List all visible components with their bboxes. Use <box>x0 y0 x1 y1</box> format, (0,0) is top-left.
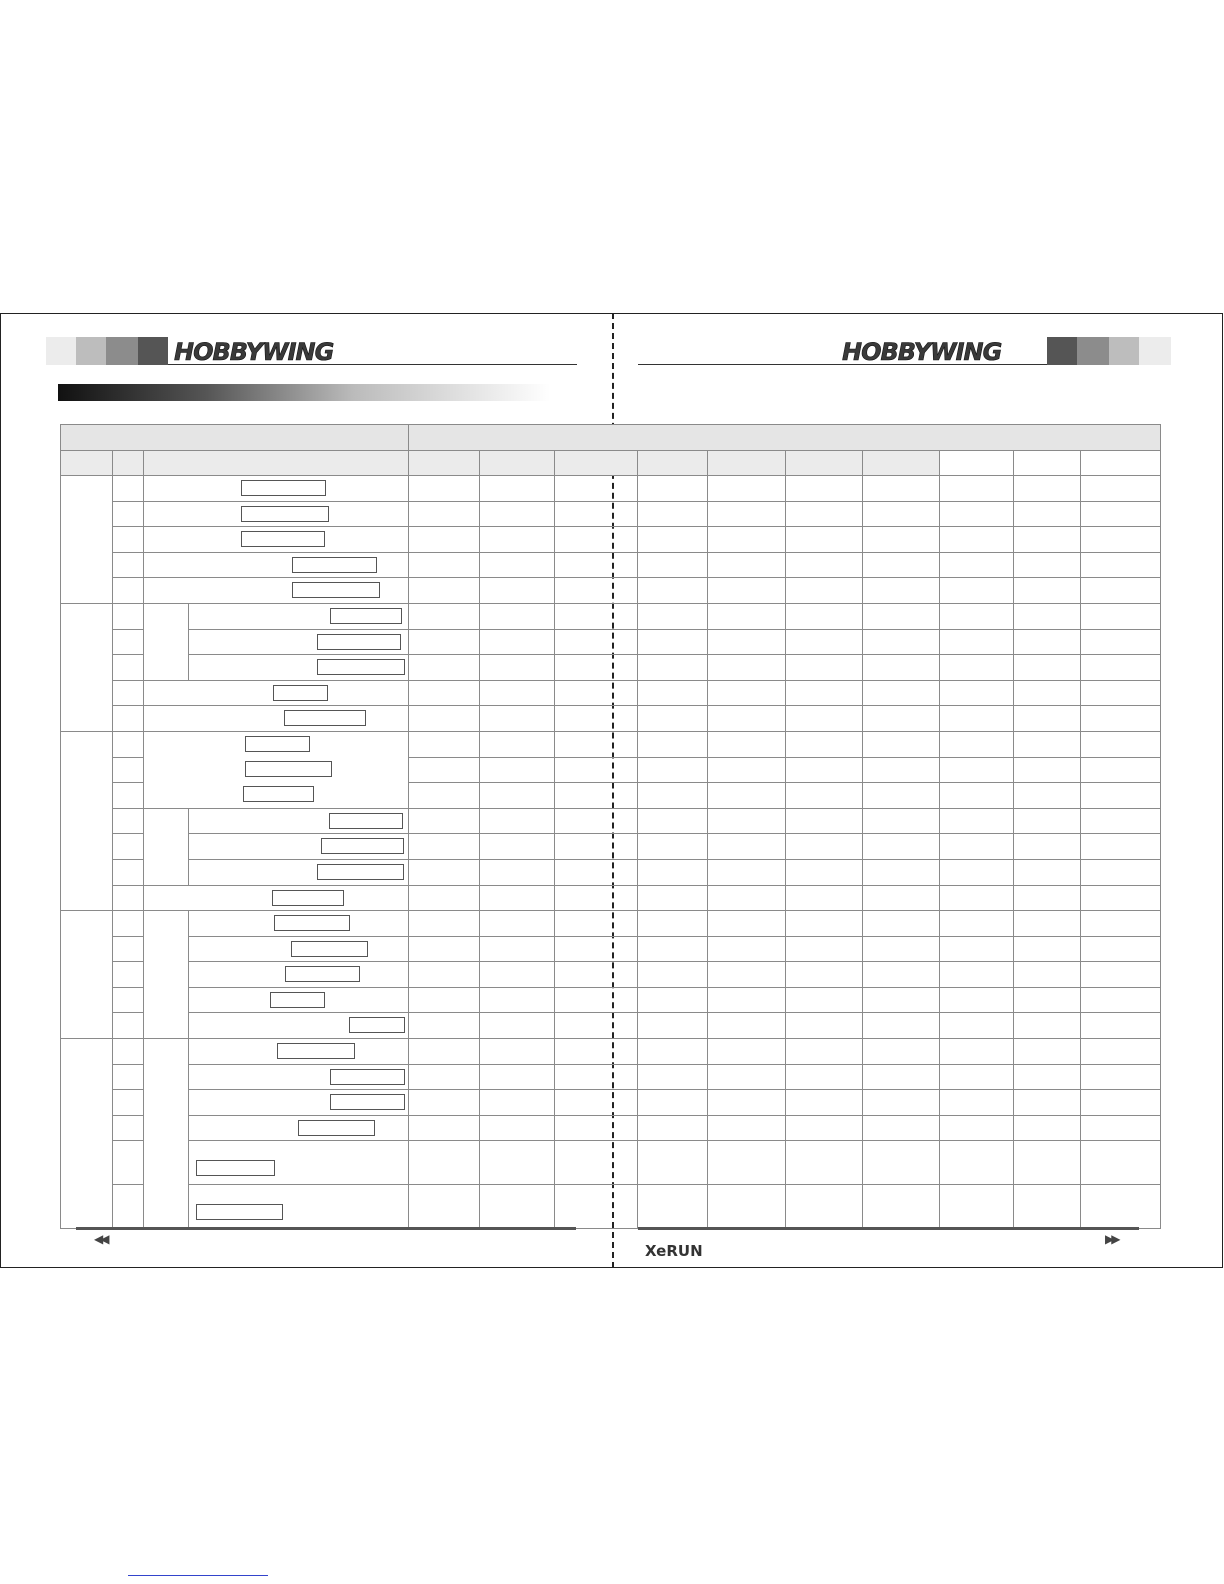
group-cell <box>61 911 113 1039</box>
item-name-cell <box>189 1115 409 1141</box>
option-box <box>273 685 328 701</box>
index-cell <box>113 885 144 911</box>
left-header-rule <box>168 364 577 365</box>
column-header <box>144 451 409 476</box>
index-cell <box>113 731 144 757</box>
item-name-cell <box>144 680 409 706</box>
table-row <box>61 911 1161 937</box>
column-header <box>480 451 555 476</box>
column-header <box>409 451 480 476</box>
option-box <box>291 941 368 957</box>
left-logo-blocks <box>46 337 168 365</box>
items-header-cell <box>61 425 409 451</box>
right-footer-rule <box>638 1227 1139 1230</box>
option-box <box>245 736 310 752</box>
table-row <box>61 1039 1161 1065</box>
group-cell <box>61 603 113 731</box>
item-name-cell <box>189 1141 409 1185</box>
option-box <box>241 531 325 547</box>
option-box <box>298 1120 375 1136</box>
option-box <box>284 710 366 726</box>
index-cell <box>113 987 144 1013</box>
section-title-bar <box>58 384 550 401</box>
item-name-cell <box>189 911 409 937</box>
right-logo-blocks <box>1047 337 1171 365</box>
index-cell <box>113 834 144 860</box>
index-cell <box>113 808 144 834</box>
column-header <box>940 451 1014 476</box>
table-row <box>61 629 1161 655</box>
option-box <box>196 1160 275 1176</box>
index-cell <box>113 757 144 783</box>
item-name-cell <box>144 527 409 553</box>
option-box <box>329 813 403 829</box>
table-row <box>61 1141 1161 1185</box>
subgroup-cell <box>144 911 189 1039</box>
left-hobbywing-logo: HOBBYWING <box>174 338 334 366</box>
index-cell <box>113 1039 144 1065</box>
xerun-logo: XeRUN <box>645 1242 703 1260</box>
column-header <box>786 451 863 476</box>
option-box <box>272 890 344 906</box>
item-name-cell <box>189 1039 409 1065</box>
item-name-cell <box>144 552 409 578</box>
index-cell <box>113 476 144 502</box>
item-name-cell <box>189 1013 409 1039</box>
subgroup-cell <box>144 808 189 885</box>
table-row <box>61 885 1161 911</box>
table-row <box>61 1064 1161 1090</box>
index-cell <box>113 936 144 962</box>
values-header-cell <box>409 425 1161 451</box>
item-name-cell <box>189 936 409 962</box>
item-name-cell <box>144 578 409 604</box>
option-box <box>277 1043 355 1059</box>
index-cell <box>113 552 144 578</box>
index-cell <box>113 527 144 553</box>
left-footer-rule <box>76 1227 576 1230</box>
index-cell <box>113 783 144 809</box>
table-row <box>61 731 1161 757</box>
item-name-cell <box>144 731 409 808</box>
item-name-cell <box>189 962 409 988</box>
item-name-cell <box>189 629 409 655</box>
table-row <box>61 1013 1161 1039</box>
option-box <box>292 582 380 598</box>
item-name-cell <box>144 885 409 911</box>
option-box <box>317 634 401 650</box>
option-box <box>274 915 350 931</box>
index-cell <box>113 1141 144 1185</box>
table-row <box>61 987 1161 1013</box>
item-name-cell <box>189 1064 409 1090</box>
option-box <box>330 1094 405 1110</box>
table-row <box>61 936 1161 962</box>
item-name-cell <box>189 859 409 885</box>
index-cell <box>113 655 144 681</box>
double-left-arrow-icon[interactable]: ◀◀ <box>94 1232 107 1246</box>
table-row <box>61 1115 1161 1141</box>
index-cell <box>113 578 144 604</box>
group-cell <box>61 1039 113 1229</box>
index-cell <box>113 1185 144 1229</box>
double-right-arrow-icon[interactable]: ▶▶ <box>1105 1232 1118 1246</box>
column-header <box>555 451 638 476</box>
option-box <box>317 659 405 675</box>
index-cell <box>113 1115 144 1141</box>
right-hobbywing-logo: HOBBYWING <box>842 338 1002 366</box>
table-row <box>61 552 1161 578</box>
index-cell <box>113 1090 144 1116</box>
group-cell <box>61 476 113 604</box>
item-name-cell <box>189 1090 409 1116</box>
option-box <box>241 506 329 522</box>
parameter-table <box>60 424 1161 1229</box>
item-name-cell <box>189 834 409 860</box>
option-box <box>196 1204 283 1220</box>
index-cell <box>113 1013 144 1039</box>
option-box <box>330 1069 405 1085</box>
column-header <box>1014 451 1081 476</box>
subgroup-cell <box>144 603 189 680</box>
item-name-cell <box>189 808 409 834</box>
item-name-cell <box>144 501 409 527</box>
option-box <box>321 838 404 854</box>
table-column-header-row <box>61 451 1161 476</box>
item-name-cell <box>144 476 409 502</box>
index-cell <box>113 501 144 527</box>
index-cell <box>113 603 144 629</box>
index-cell <box>113 911 144 937</box>
item-name-cell <box>144 706 409 732</box>
option-box <box>245 761 332 777</box>
table-row <box>61 680 1161 706</box>
column-header <box>61 451 113 476</box>
hyperlink-underline[interactable] <box>128 1575 268 1576</box>
table-row <box>61 603 1161 629</box>
table-row <box>61 476 1161 502</box>
column-header <box>863 451 940 476</box>
column-header <box>708 451 786 476</box>
column-header <box>1081 451 1161 476</box>
table-row <box>61 1185 1161 1229</box>
option-box <box>317 864 404 880</box>
option-box <box>285 966 360 982</box>
item-name-cell <box>189 603 409 629</box>
index-cell <box>113 629 144 655</box>
index-cell <box>113 706 144 732</box>
item-name-cell <box>189 1185 409 1229</box>
option-box <box>349 1017 405 1033</box>
table-row <box>61 578 1161 604</box>
option-box <box>292 557 377 573</box>
table-row <box>61 655 1161 681</box>
option-box <box>241 480 326 496</box>
table-banner-row <box>61 425 1161 451</box>
column-header <box>113 451 144 476</box>
column-header <box>638 451 708 476</box>
option-box <box>270 992 325 1008</box>
group-cell <box>61 731 113 910</box>
table-row <box>61 808 1161 834</box>
index-cell <box>113 859 144 885</box>
table-row <box>61 859 1161 885</box>
table-row <box>61 1090 1161 1116</box>
index-cell <box>113 680 144 706</box>
index-cell <box>113 1064 144 1090</box>
table-row <box>61 501 1161 527</box>
option-box <box>330 608 402 624</box>
index-cell <box>113 962 144 988</box>
option-box <box>243 786 314 802</box>
item-name-cell <box>189 655 409 681</box>
table-row <box>61 706 1161 732</box>
item-name-cell <box>189 987 409 1013</box>
table-row <box>61 834 1161 860</box>
table-row <box>61 962 1161 988</box>
subgroup-cell <box>144 1039 189 1229</box>
table-row <box>61 527 1161 553</box>
